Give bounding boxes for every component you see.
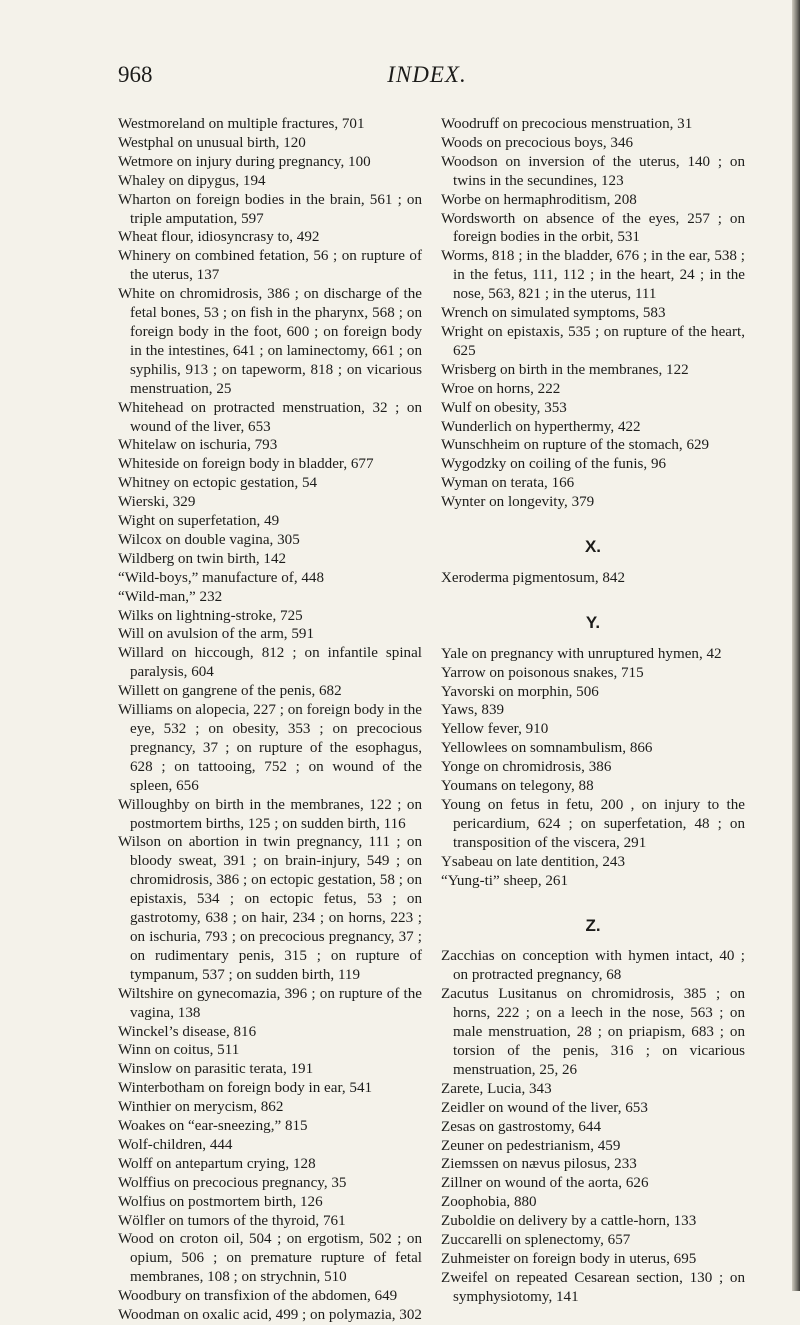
index-entry: Wetmore on injury during pregnancy, 100 [118, 153, 371, 170]
index-entry: Wilcox on double vagina, 305 [118, 531, 300, 548]
index-entry: Wiltshire on gynecomazia, 396 ; on rupture of the vagina, 138 [118, 985, 422, 1021]
index-column-left [118, 115, 422, 1325]
index-entry: Young on fetus in fetu, 200 , on injury to the pericardium, 624 ; on superfetation, 48 ; on transposition of the viscera, 291 [441, 797, 745, 851]
index-entry: Zarete, Lucia, 343 [441, 1080, 552, 1097]
index-entry: Whitehead on protracted menstruation, 32 ; on wound of the liver, 653 [118, 399, 422, 435]
index-entry: Wölfler on tumors of the thyroid, 761 [118, 1212, 346, 1229]
index-entry: Woakes on “ear-sneezing,” 815 [118, 1118, 308, 1135]
index-entry: Wolfius on postmortem birth, 126 [118, 1193, 323, 1210]
index-entry: Woods on precocious boys, 346 [441, 134, 634, 151]
index-entry: Woodson on inversion of the uterus, 140 ; on twins in the secundines, 123 [441, 153, 745, 189]
index-entry: Xeroderma pigmentosum, 842 [441, 569, 626, 586]
running-head: INDEX. [387, 62, 467, 87]
index-entry: Yaws, 839 [441, 702, 505, 719]
index-entry: Wood on croton oil, 504 ; on ergotism, 502 ; on opium, 506 ; on premature rupture of fetal membranes, 108 ; on strychnin, 510 [118, 1231, 422, 1286]
index-entry: Zillner on wound of the aorta, 626 [441, 1175, 649, 1192]
index-entry: Winckel’s disease, 816 [118, 1023, 257, 1040]
index-entry: Youmans on telegony, 88 [441, 778, 594, 795]
index-group-y [441, 645, 745, 891]
index-entry: Worms, 818 ; in the bladder, 676 ; in the ear, 538 ; in the fetus, 111, 112 ; in the heart, 24 ; in the nose, 563, 821 ; in the uterus, 111 [441, 248, 745, 303]
index-entry: Wright on epistaxis, 535 ; on rupture of the heart, 625 [441, 323, 745, 359]
index-group-z [441, 947, 745, 1306]
index-entry: Yarrow on poisonous snakes, 715 [441, 664, 644, 681]
index-entry: Wolff on antepartum crying, 128 [118, 1155, 316, 1172]
page-number: 968 [118, 62, 153, 87]
index-entry: Whitney on ectopic gestation, 54 [118, 475, 318, 492]
index-entry: Wrench on simulated symptoms, 583 [441, 305, 666, 322]
index-entry: Wolffius on precocious pregnancy, 35 [118, 1174, 347, 1191]
index-entry: Willett on gangrene of the penis, 682 [118, 683, 342, 700]
index-entry: Wight on superfetation, 49 [118, 513, 280, 530]
index-entry: Wierski, 329 [118, 494, 196, 511]
index-entry: “Wild-boys,” manufacture of, 448 [118, 569, 325, 586]
index-entry: Zeidler on wound of the liver, 653 [441, 1099, 648, 1116]
index-entry: Wolf-children, 444 [118, 1136, 233, 1153]
index-entry: Yavorski on morphin, 506 [441, 683, 599, 700]
index-entry: “Yung-ti” sheep, 261 [441, 872, 569, 889]
index-entry: Wilson on abortion in twin pregnancy, 111 ; on bloody sweat, 391 ; on brain-injury, 549 ; on chromidrosis, 386 ; on ectopic gestation, 58 ; on epistaxis, 534 ; on ectopic fetus, 53 ; on gastrotomy, 638 ; on hair, 234 ; on horns, 223 ; on ischuria, 793 ; on precocious pregnancy, 37 ; on rudimentary penis, 315 ; on rupture of tympanum, 537 ; on sudden birth, 119 [118, 834, 422, 983]
index-entry: Zuccarelli on splenectomy, 657 [441, 1232, 631, 1249]
index-entry: Zacchias on conception with hymen intact, 40 ; on protracted pregnancy, 68 [441, 948, 745, 984]
index-entry: White on chromidrosis, 386 ; on discharge of the fetal bones, 53 ; on fish in the pharynx, 568 ; on foreign body in the foot, 600 ; on foreign body in the intestines, 641 ; on laminectomy, 661 ; on syphilis, 913 ; on tapeworm, 818 ; on vicarious menstruation, 25 [118, 286, 422, 397]
index-entry: Winthier on merycism, 862 [118, 1099, 284, 1116]
index-entry: Woodruff on precocious menstruation, 31 [441, 116, 693, 132]
index-entry: Wordsworth on absence of the eyes, 257 ; on foreign bodies in the orbit, 531 [441, 210, 745, 246]
index-entry: Whaley on dipygus, 194 [118, 172, 266, 189]
index-entry: Willoughby on birth in the membranes, 122 ; on postmortem births, 125 ; on sudden birth, 116 [118, 796, 422, 832]
index-entry: Whinery on combined fetation, 56 ; on rupture of the uterus, 137 [118, 248, 422, 284]
index-group-w [441, 115, 745, 512]
index-entry: Yellow fever, 910 [441, 721, 549, 738]
index-entry: Wroe on horns, 222 [441, 380, 561, 397]
index-entry: Westphal on unusual birth, 120 [118, 134, 306, 151]
index-entry: Zuhmeister on foreign body in uterus, 695 [441, 1250, 697, 1267]
index-entry: Wharton on foreign bodies in the brain, 561 ; on triple amputation, 597 [118, 191, 422, 227]
index-entry: Wunschheim on rupture of the stomach, 629 [441, 437, 710, 454]
section-heading-y: Y. [585, 612, 601, 632]
index-entry: Winterbotham on foreign body in ear, 541 [118, 1080, 373, 1097]
index-entry: Wrisberg on birth in the membranes, 122 [441, 361, 689, 378]
index-entry: Zuboldie on delivery by a cattle-horn, 133 [441, 1213, 697, 1230]
section-heading-x: X. [584, 537, 602, 557]
index-entry: Wildberg on twin birth, 142 [118, 550, 287, 567]
page-header [118, 62, 736, 92]
index-entry: Zweifel on repeated Cesarean section, 130 ; on symphysiotomy, 141 [441, 1269, 745, 1305]
section-heading-z: Z. [585, 915, 601, 935]
page-edge-shadow [792, 0, 800, 1291]
index-entry: Ziemssen on nævus pilosus, 233 [441, 1156, 637, 1173]
index-entry: Ysabeau on late dentition, 243 [441, 853, 626, 870]
index-entry: Whiteside on foreign body in bladder, 677 [118, 456, 374, 473]
index-entry: “Wild-man,” 232 [118, 588, 223, 605]
index-column-right [441, 115, 745, 1307]
index-entry: Yale on pregnancy with unruptured hymen, 42 [441, 645, 722, 662]
index-entry: Wulf on obesity, 353 [441, 399, 567, 416]
index-entry: Westmoreland on multiple fractures, 701 [118, 116, 365, 132]
index-entry: Whitelaw on ischuria, 793 [118, 437, 278, 454]
index-entry: Zeuner on pedestrianism, 459 [441, 1137, 621, 1154]
index-entry: Wynter on longevity, 379 [441, 494, 595, 511]
index-entry: Wyman on terata, 166 [441, 475, 575, 492]
index-entry: Zacutus Lusitanus on chromidrosis, 385 ; on horns, 222 ; on a leech in the nose, 563 ; on male menstruation, 28 ; on priapism, 683 ; on torsion of the penis, 316 ; on vicarious menstruation, 25, 26 [441, 986, 745, 1078]
index-entry: Zesas on gastrostomy, 644 [441, 1118, 602, 1135]
index-entry: Zoophobia, 880 [441, 1194, 537, 1211]
index-entry: Woodbury on transfixion of the abdomen, 649 [118, 1288, 398, 1305]
index-entry: Wilks on lightning-stroke, 725 [118, 607, 303, 624]
index-entry: Winslow on parasitic terata, 191 [118, 1061, 314, 1078]
index-entry: Yonge on chromidrosis, 386 [441, 759, 612, 776]
index-entry: Williams on alopecia, 227 ; on foreign body in the eye, 532 ; on obesity, 353 ; on precocious pregnancy, 37 ; on rupture of the esophagus, 628 ; on tattooing, 752 ; on wound of the spleen, 656 [118, 702, 422, 794]
index-entry: Willard on hiccough, 812 ; on infantile spinal paralysis, 604 [118, 645, 422, 681]
index-entry: Wunderlich on hyperthermy, 422 [441, 418, 641, 435]
index-entry: Wheat flour, idiosyncrasy to, 492 [118, 229, 320, 246]
index-entry: Worbe on hermaphroditism, 208 [441, 191, 637, 208]
index-entry: Winn on coitus, 511 [118, 1042, 240, 1059]
index-entry: Woodman on oxalic acid, 499 ; on polymazia, 302 [118, 1307, 422, 1324]
index-entry: Will on avulsion of the arm, 591 [118, 626, 314, 643]
index-entry: Wygodzky on coiling of the funis, 96 [441, 456, 667, 473]
index-entry: Yellowlees on somnambulism, 866 [441, 740, 653, 757]
index-group-x [441, 569, 745, 588]
